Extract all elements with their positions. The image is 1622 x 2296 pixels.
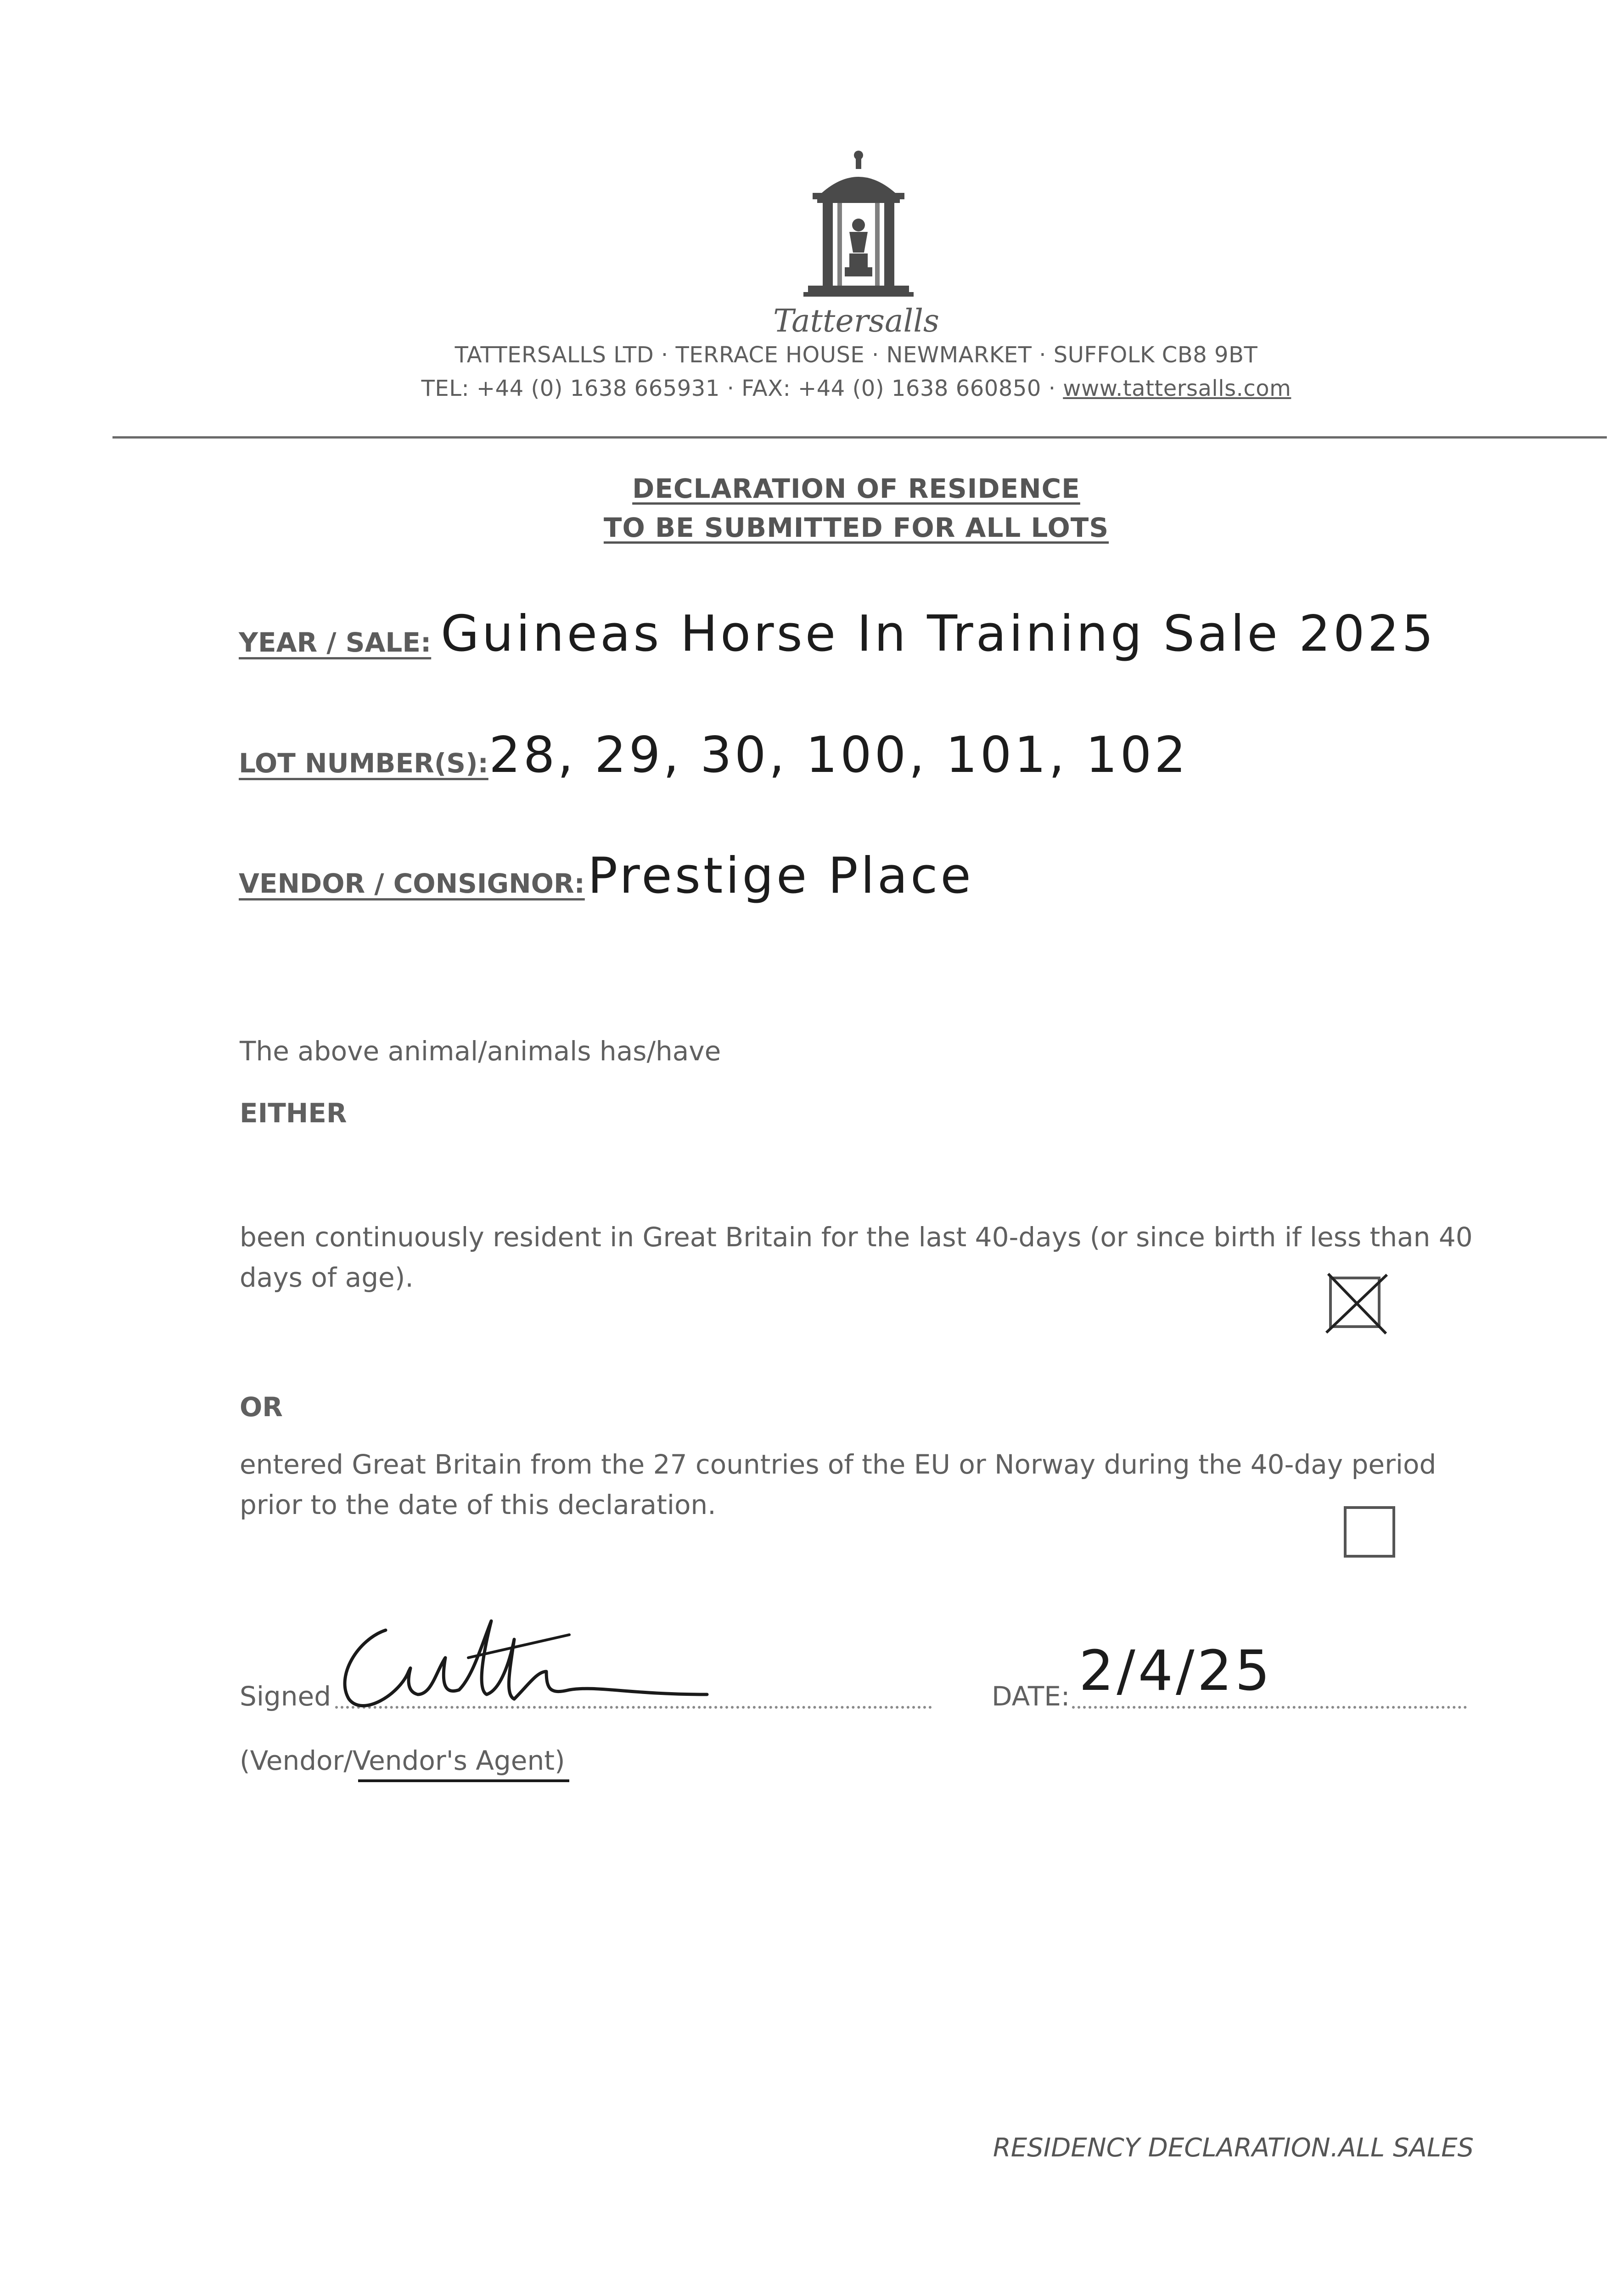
lot-numbers-label: LOT NUMBER(S): (239, 748, 488, 779)
form-subtitle: TO BE SUBMITTED FOR ALL LOTS (603, 512, 1109, 543)
option2-checkbox[interactable] (1344, 1506, 1395, 1558)
role-underline-mark (358, 1779, 569, 1782)
form-title: DECLARATION OF RESIDENCE (632, 473, 1080, 504)
date-value[interactable]: 2/4/25 (1079, 1639, 1273, 1703)
vendor-label: VENDOR / CONSIGNOR: (239, 868, 585, 899)
check-cross-icon (1323, 1269, 1392, 1338)
option1-text: been continuously resident in Great Britain for the last 40-days (or since birth if less than 40 days of age). (240, 1221, 1473, 1293)
date-label: DATE: (992, 1681, 1070, 1712)
footer-label: RESIDENCY DECLARATION.ALL SALES (993, 2133, 1474, 2163)
either-label: EITHER (240, 1097, 347, 1129)
option1-checkbox[interactable] (1329, 1277, 1381, 1328)
tattersalls-logo (780, 147, 937, 308)
signer-role: (Vendor/Vendor's Agent) (240, 1745, 565, 1776)
company-address: TATTERSALLS LTD · TERRACE HOUSE · NEWMARKET · SUFFOLK CB8 9BT (455, 342, 1258, 368)
brand-name: Tattersalls (773, 303, 939, 339)
signature-image (331, 1603, 725, 1724)
vendor-value[interactable]: Prestige Place (588, 847, 974, 905)
company-contact (230, 376, 1483, 401)
website-link[interactable]: www.tattersalls.com (1063, 376, 1291, 401)
contact-phone-fax: TEL: +44 (0) 1638 665931 · FAX: +44 (0) 1638 660850 · (421, 376, 1063, 401)
lot-numbers-value[interactable]: 28, 29, 30, 100, 101, 102 (489, 726, 1189, 784)
intro-text: The above animal/animals has/have (240, 1035, 721, 1067)
signed-label: Signed (240, 1681, 331, 1712)
or-label: OR (240, 1391, 283, 1423)
option2-text: entered Great Britain from the 27 countries of the EU or Norway during the 40-day period prior to the date of this declaration. (240, 1449, 1437, 1520)
header-divider (112, 436, 1607, 439)
year-sale-label: YEAR / SALE: (239, 627, 432, 658)
year-sale-value[interactable]: Guineas Horse In Training Sale 2025 (441, 605, 1437, 663)
date-line (1072, 1706, 1467, 1709)
